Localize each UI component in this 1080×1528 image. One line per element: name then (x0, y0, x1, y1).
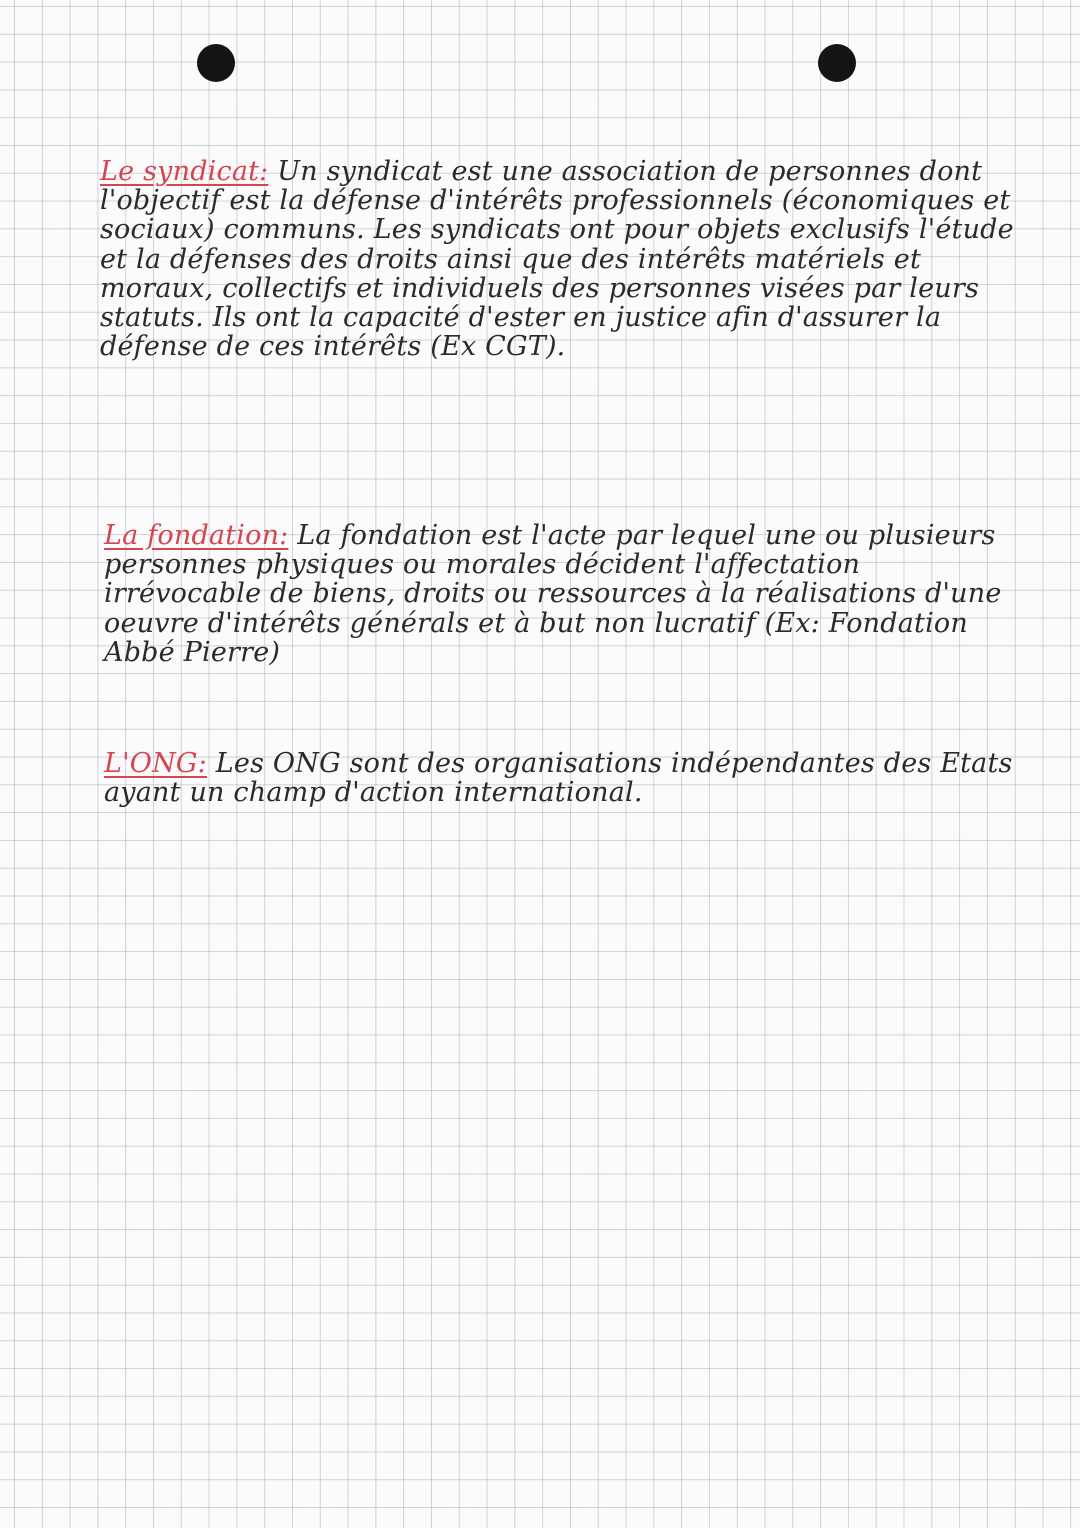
punch-hole-left (197, 44, 235, 82)
definition-fondation (104, 521, 1019, 667)
definition-syndicat (100, 157, 1015, 361)
definition-ong-text: Les ONG sont des organisations indépendantes des Etats ayant un champ d'action international. (104, 748, 1013, 809)
term-ong: L'ONG: (104, 748, 207, 779)
term-fondation: La fondation: (104, 520, 289, 551)
term-syndicat: Le syndicat: (100, 156, 269, 187)
definition-ong (104, 749, 1019, 807)
punch-hole-right (818, 44, 856, 82)
definition-syndicat-text: Un syndicat est une association de personnes dont l'objectif est la défense d'intérêts professionnels (économiques et sociaux) communs. Les syndicats ont pour objets exclusifs l'étude et la défenses des droits ainsi que des intérêts matériels et moraux, collectifs et individuels des personnes visées par leurs statuts. Ils ont la capacité d'ester en justice afin d'assurer la défense de ces intérêts (Ex CGT). (100, 156, 1014, 363)
definition-fondation-text: La fondation est l'acte par lequel une ou plusieurs personnes physiques ou morales décident l'affectation irrévocable de biens, droits ou ressources à la réalisations d'une oeuvre d'intérêts générals et à but non lucratif (Ex: Fondation Abbé Pierre) (104, 520, 1002, 668)
